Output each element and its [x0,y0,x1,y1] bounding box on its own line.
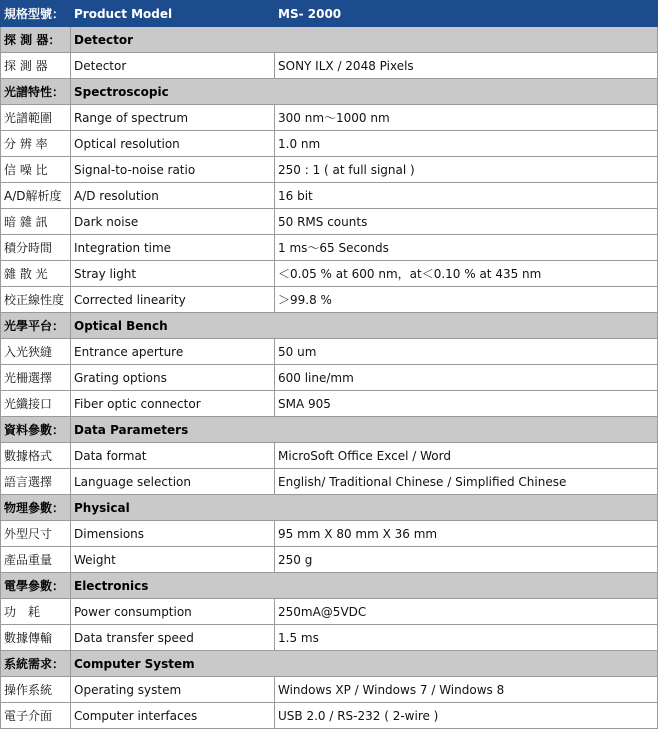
spec-value: 600 line/mm [275,365,658,391]
spec-label-zh: 功 耗 [1,599,71,625]
spec-row [1,703,658,729]
spec-row [1,443,658,469]
spec-value: 250mA@5VDC [275,599,658,625]
spec-label-zh: A/D解析度 [1,183,71,209]
spec-label-en: Data format [71,443,275,469]
spec-value: Windows XP / Windows 7 / Windows 8 [275,677,658,703]
spec-label-zh: 信 噪 比 [1,157,71,183]
spec-value: 250 : 1 ( at full signal ) [275,157,658,183]
spec-value: SMA 905 [275,391,658,417]
spec-row [1,521,658,547]
spec-label-zh: 光纖接口 [1,391,71,417]
section-label-en: Spectroscopic [71,79,658,105]
spec-label-en: Power consumption [71,599,275,625]
spec-label-zh: 暗 雜 訊 [1,209,71,235]
spec-value: 300 nm～1000 nm [275,105,658,131]
spec-label-en: Range of spectrum [71,105,275,131]
section-label-zh: 光譜特性： [1,79,71,105]
section-label-en: Detector [71,27,658,53]
spec-label-en: Stray light [71,261,275,287]
spec-row [1,287,658,313]
spec-label-zh: 光譜範圍 [1,105,71,131]
section-label-en: Physical [71,495,658,521]
spec-table-body [1,1,658,729]
spec-row [1,183,658,209]
spec-value: 50 um [275,339,658,365]
header-value: MS- 2000 [275,1,658,27]
spec-label-en: Optical resolution [71,131,275,157]
section-label-en: Data Parameters [71,417,658,443]
spec-row [1,339,658,365]
section-label-zh: 系統需求： [1,651,71,677]
section-header-row [1,313,658,339]
spec-label-zh: 語言選擇 [1,469,71,495]
spec-value: USB 2.0 / RS-232 ( 2-wire ) [275,703,658,729]
spec-label-en: Corrected linearity [71,287,275,313]
spec-row [1,391,658,417]
spec-label-en: Language selection [71,469,275,495]
header-label-zh: 規格型號： [1,1,71,27]
spec-label-en: Integration time [71,235,275,261]
section-header-row [1,495,658,521]
spec-row [1,131,658,157]
spec-row [1,261,658,287]
spec-label-en: Operating system [71,677,275,703]
spec-label-zh: 外型尺寸 [1,521,71,547]
spec-label-zh: 分 辨 率 [1,131,71,157]
header-label-en: Product Model [71,1,275,27]
section-label-en: Electronics [71,573,658,599]
spec-label-en: Detector [71,53,275,79]
spec-label-en: Signal-to-noise ratio [71,157,275,183]
spec-value: 95 mm X 80 mm X 36 mm [275,521,658,547]
spec-label-zh: 校正線性度 [1,287,71,313]
spec-value: ＞99.8 % [275,287,658,313]
spec-label-en: Data transfer speed [71,625,275,651]
section-label-en: Optical Bench [71,313,658,339]
spec-row [1,209,658,235]
spec-label-zh: 數據傳輸 [1,625,71,651]
spec-row [1,235,658,261]
spec-label-zh: 雜 散 光 [1,261,71,287]
section-label-zh: 探 測 器： [1,27,71,53]
section-label-zh: 資料參數： [1,417,71,443]
spec-row [1,677,658,703]
spec-label-zh: 光柵選擇 [1,365,71,391]
spec-value: 250 g [275,547,658,573]
spec-value: 50 RMS counts [275,209,658,235]
spec-row [1,469,658,495]
spec-label-zh: 電子介面 [1,703,71,729]
section-header-row [1,573,658,599]
section-header-row [1,27,658,53]
spec-value: English/ Traditional Chinese / Simplified Chinese [275,469,658,495]
spec-label-zh: 積分時間 [1,235,71,261]
section-label-zh: 物理參數： [1,495,71,521]
section-label-en: Computer System [71,651,658,677]
spec-label-en: A/D resolution [71,183,275,209]
spec-row [1,53,658,79]
spec-label-zh: 操作系統 [1,677,71,703]
spec-value: 1 ms～65 Seconds [275,235,658,261]
spec-value: 16 bit [275,183,658,209]
spec-row [1,365,658,391]
spec-row [1,157,658,183]
spec-label-zh: 探 測 器 [1,53,71,79]
spec-label-zh: 數據格式 [1,443,71,469]
spec-row [1,625,658,651]
section-label-zh: 光學平台： [1,313,71,339]
spec-value: MicroSoft Office Excel / Word [275,443,658,469]
spec-label-en: Computer interfaces [71,703,275,729]
section-label-zh: 電學參數： [1,573,71,599]
spec-label-en: Entrance aperture [71,339,275,365]
spec-value: ＜0.05 % at 600 nm，at＜0.10 % at 435 nm [275,261,658,287]
spec-row [1,599,658,625]
section-header-row [1,417,658,443]
spec-label-zh: 產品重量 [1,547,71,573]
spec-label-en: Fiber optic connector [71,391,275,417]
section-header-row [1,651,658,677]
spec-row [1,105,658,131]
spec-value: 1.0 nm [275,131,658,157]
section-header-row [1,79,658,105]
spec-label-en: Grating options [71,365,275,391]
spec-label-en: Dimensions [71,521,275,547]
spec-label-zh: 入光狹縫 [1,339,71,365]
header-row [1,1,658,27]
spec-value: 1.5 ms [275,625,658,651]
spec-value: SONY ILX / 2048 Pixels [275,53,658,79]
spec-row [1,547,658,573]
spec-label-en: Dark noise [71,209,275,235]
spec-label-en: Weight [71,547,275,573]
